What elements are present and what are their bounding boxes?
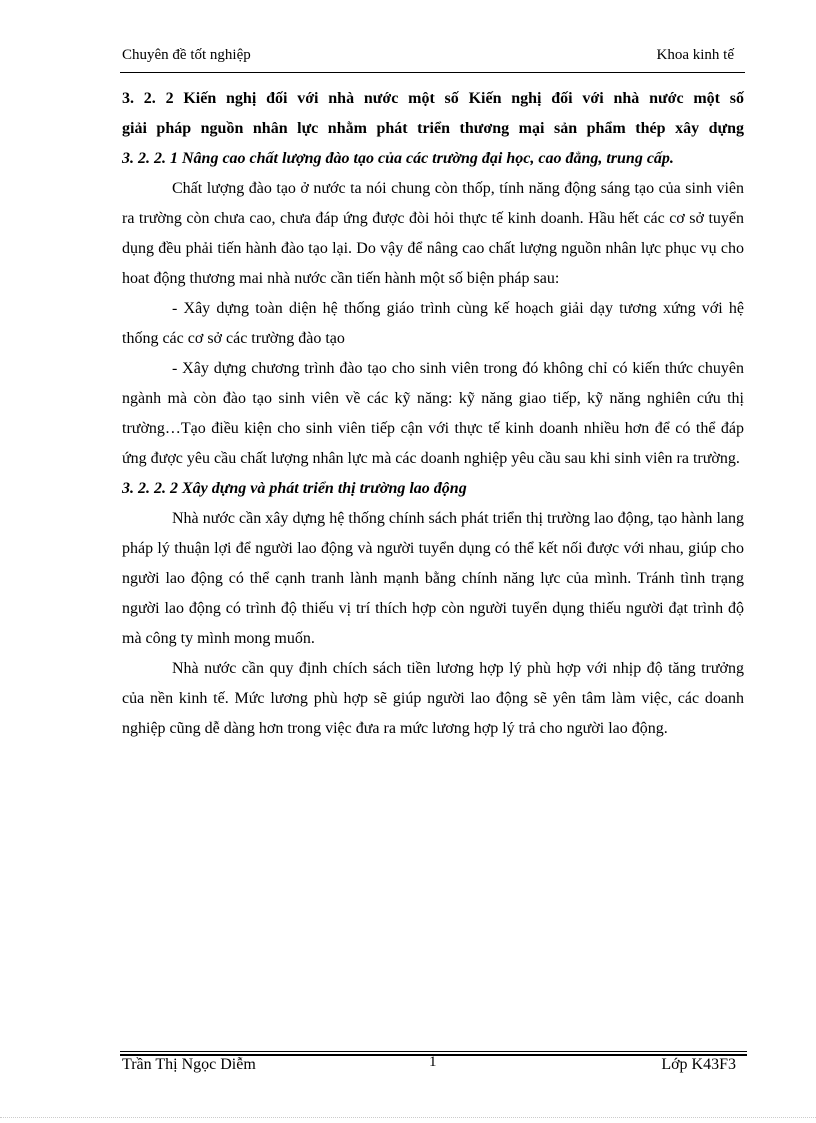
paragraph: Nhà nước cần xây dựng hệ thống chính sách phát triển thị trường lao động, tạo hành lang pháp lý thuận lợi để người lao động và người tuyển dụng có thể kết nối được với nhau, giúp cho người lao động có thể cạnh tranh lành mạnh bằng chính năng lực của mình. Tránh tình trạng người lao động có trình độ thiếu vị trí thích hợp còn người tuyển dụng thiếu người đạt trình độ mà công ty mình mong muốn. bbox=[122, 510, 744, 647]
page-number: 1 bbox=[429, 1054, 437, 1070]
section-heading-line-1: 3. 2. 2 Kiến nghị đối với nhà nước một số Kiến nghị đối với nhà nước một số bbox=[122, 90, 744, 107]
footer-divider-thin bbox=[120, 1051, 747, 1052]
page-footer bbox=[122, 1056, 736, 1080]
footer-author: Trần Thị Ngọc Diễm bbox=[122, 1056, 256, 1073]
paragraph: - Xây dựng chương trình đào tạo cho sinh viên trong đó không chỉ có kiến thức chuyên ngành mà còn đào tạo sinh viên về các kỹ năng: kỹ năng giao tiếp, kỹ năng nghiên cứu thị trường…Tạo điều kiện cho sinh viên tiếp cận với thực tế kinh doanh nhiều hơn để có thể đáp ứng được yêu cầu chất lượng nhân lực mà các doanh nghiệp yêu cầu sau khi sinh viên ra trường. bbox=[122, 360, 744, 467]
subsection-heading-3-2-2-2: 3. 2. 2. 2 Xây dựng và phát triển thị trường lao động bbox=[122, 480, 467, 497]
section-heading-line-2: giải pháp nguồn nhân lực nhằm phát triển thương mại sản phẩm thép xây dựng bbox=[122, 120, 744, 137]
page-header bbox=[122, 47, 734, 71]
footer-class: Lớp K43F3 bbox=[661, 1056, 736, 1073]
page-edge-divider bbox=[0, 1117, 816, 1118]
header-faculty: Khoa kinh tế bbox=[656, 47, 734, 63]
paragraph: Nhà nước cần quy định chích sách tiền lương hợp lý phù hợp với nhịp độ tăng trưởng của nền kinh tế. Mức lương phù hợp sẽ giúp người lao động sẽ yên tâm làm việc, các doanh nghiệp cũng dễ dàng hơn trong việc đưa ra mức lương hợp lý trả cho người lao động. bbox=[122, 660, 744, 737]
document-body bbox=[122, 84, 744, 744]
header-divider bbox=[120, 72, 745, 73]
paragraph: - Xây dựng toàn diện hệ thống giáo trình cùng kế hoạch giải dạy tương xứng với hệ thống các cơ sở các trường đào tạo bbox=[122, 300, 744, 347]
paragraph: Chất lượng đào tạo ở nước ta nói chung còn thốp, tính năng động sáng tạo của sinh viên ra trường còn chưa cao, chưa đáp ứng được đòi hỏi thực tế kinh doanh. Hầu hết các cơ sở tuyển dụng đều phải tiến hành đào tạo lại. Do vậy để nâng cao chất lượng nguồn nhân lực phục vụ cho hoat động thương mai nhà nước cần tiến hành một số biện pháp sau: bbox=[122, 180, 744, 287]
section-heading-3-2-2 bbox=[122, 84, 744, 144]
header-document-type: Chuyên đề tốt nghiệp bbox=[122, 47, 251, 63]
subsection-heading-3-2-2-1: 3. 2. 2. 1 Nâng cao chất lượng đào tạo của các trường đại học, cao đẳng, trung cấp. bbox=[122, 150, 674, 167]
